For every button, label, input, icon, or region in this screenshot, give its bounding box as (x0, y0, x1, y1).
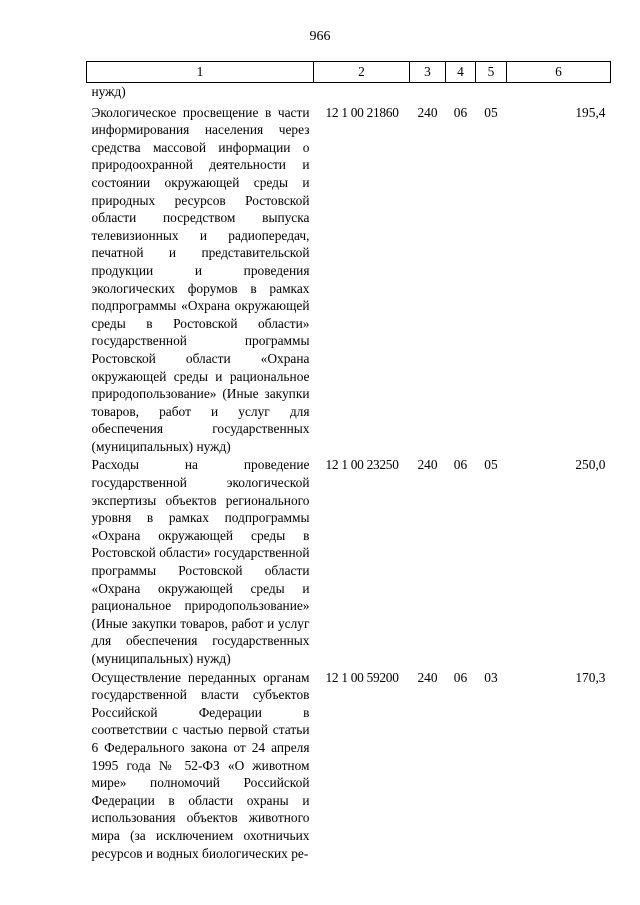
row-description: Расходы на проведение государственной экологической экспертизы объектов регионального уровня в рамках подпрограммы «Охрана окружающей среды в Ростовской области» государственной программы Ростовской области «Охрана окружающей среды и рациональное природопользование» (Иные закупки товаров, работ и услуг для обеспечения государственных (муниципальных) нужд) (91, 457, 310, 666)
table-row (87, 456, 611, 668)
row-code: 12 1 00 21860 (325, 104, 399, 120)
page-number: 966 (309, 29, 331, 44)
row-rz: 06 (453, 104, 468, 120)
budget-table (86, 61, 611, 863)
column-header-pr: 5 (476, 62, 507, 83)
row-rz: 06 (453, 457, 468, 473)
row-vr: 240 (417, 104, 438, 120)
continuation-row (87, 83, 611, 104)
table-header-row (87, 62, 611, 83)
column-header-description: 1 (87, 62, 314, 83)
row-code: 12 1 00 23250 (325, 457, 399, 473)
row-vr: 240 (417, 457, 438, 473)
column-header-rz: 4 (446, 62, 476, 83)
column-header-vr: 3 (410, 62, 446, 83)
row-pr: 05 (484, 457, 498, 473)
row-description: Осуществление переданных органам государственной власти субъектов Российской Федерации в соответствии с частью первой статьи 6 Федерального закона от 24 апреля 1995 года № 52-ФЗ «О животном мире» полномочий Российской Федерации в области охраны и использования объектов животного мира (за исключением охотничьих ресурсов и водных биологических ре- (91, 669, 310, 861)
column-header-code: 2 (314, 62, 410, 83)
table-row (87, 669, 611, 864)
column-header-amount: 6 (507, 62, 611, 83)
row-amount: 170,3 (575, 669, 606, 685)
continuation-text: нужд) (91, 84, 126, 99)
row-description: Экологическое просвещение в части информирования населения через средства массовой информации о природоохранной деятельности и состоянии окружающей среды и природных ресурсов Ростовской области посредством выпуска телевизионных и радиопередач, печатной и представительской продукции и проведения экологических форумов в рамках подпрограммы «Охрана окружающей среды в Ростовской области» государственной программы Ростовской области «Охрана окружающей среды и рациональное природопользование» (Иные закупки товаров, работ и услуг для обеспечения государственных (муниципальных) нужд) (91, 104, 310, 454)
row-pr: 05 (484, 104, 498, 120)
row-amount: 195,4 (575, 104, 606, 120)
row-pr: 03 (484, 669, 498, 685)
row-vr: 240 (417, 669, 438, 685)
row-code: 12 1 00 59200 (325, 669, 399, 685)
row-amount: 250,0 (575, 457, 606, 473)
row-rz: 06 (453, 669, 468, 685)
table-row (87, 104, 611, 457)
